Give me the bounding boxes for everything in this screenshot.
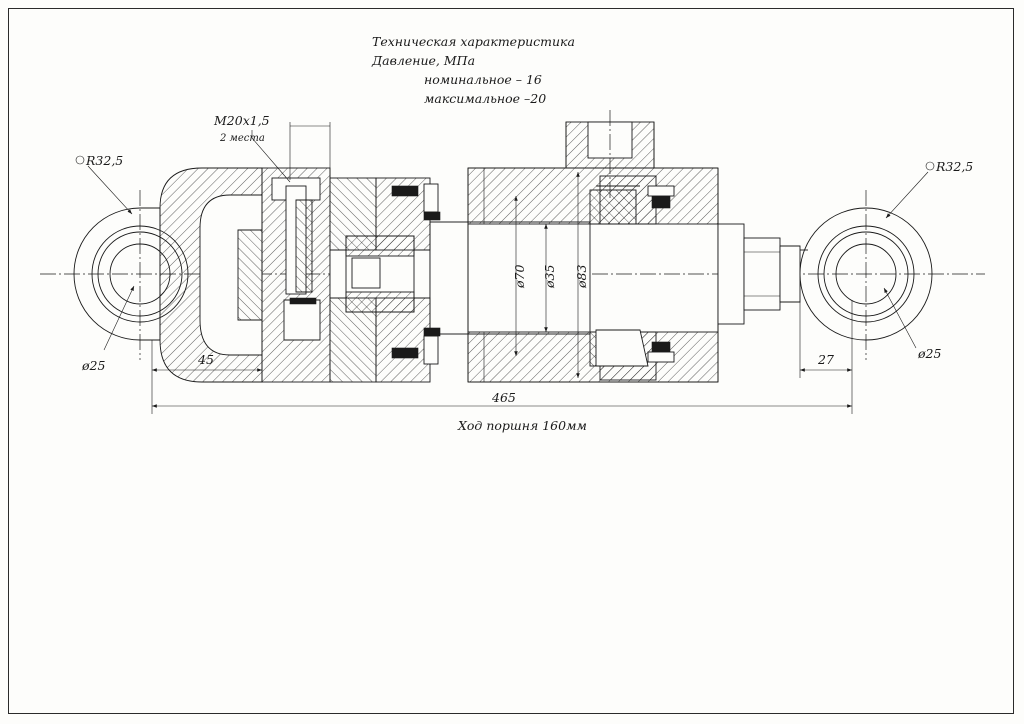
rod-end-housing — [160, 168, 262, 382]
spec-line-maximum: максимальное –20 — [424, 91, 547, 106]
label-stroke-note: Ход поршня 160мм — [458, 418, 587, 433]
label-dia-83: ø83 — [574, 264, 589, 288]
label-dim-45: 45 — [198, 352, 214, 367]
spec-line-nominal: номинальное – 16 — [424, 72, 542, 87]
label-bore-left: ø25 — [82, 358, 106, 373]
label-thread-note: 2 места — [220, 133, 265, 144]
label-dia-35: ø35 — [542, 264, 557, 288]
label-bore-right: ø25 — [918, 346, 942, 361]
label-thread-m20: M20x1,5 — [214, 113, 270, 128]
rear-cap — [718, 224, 800, 324]
label-dia-70: ø70 — [512, 264, 527, 288]
spec-heading: Техническая характеристика — [372, 34, 575, 49]
right-eye — [800, 190, 932, 360]
label-dim-465: 465 — [492, 390, 516, 405]
spec-line-pressure: Давление, МПа — [372, 53, 476, 68]
label-dim-27: 27 — [818, 352, 834, 367]
gland-block — [262, 168, 330, 382]
label-radius-left: R32,5 — [86, 153, 124, 168]
label-radius-right: R32,5 — [936, 159, 974, 174]
piston — [590, 176, 674, 380]
